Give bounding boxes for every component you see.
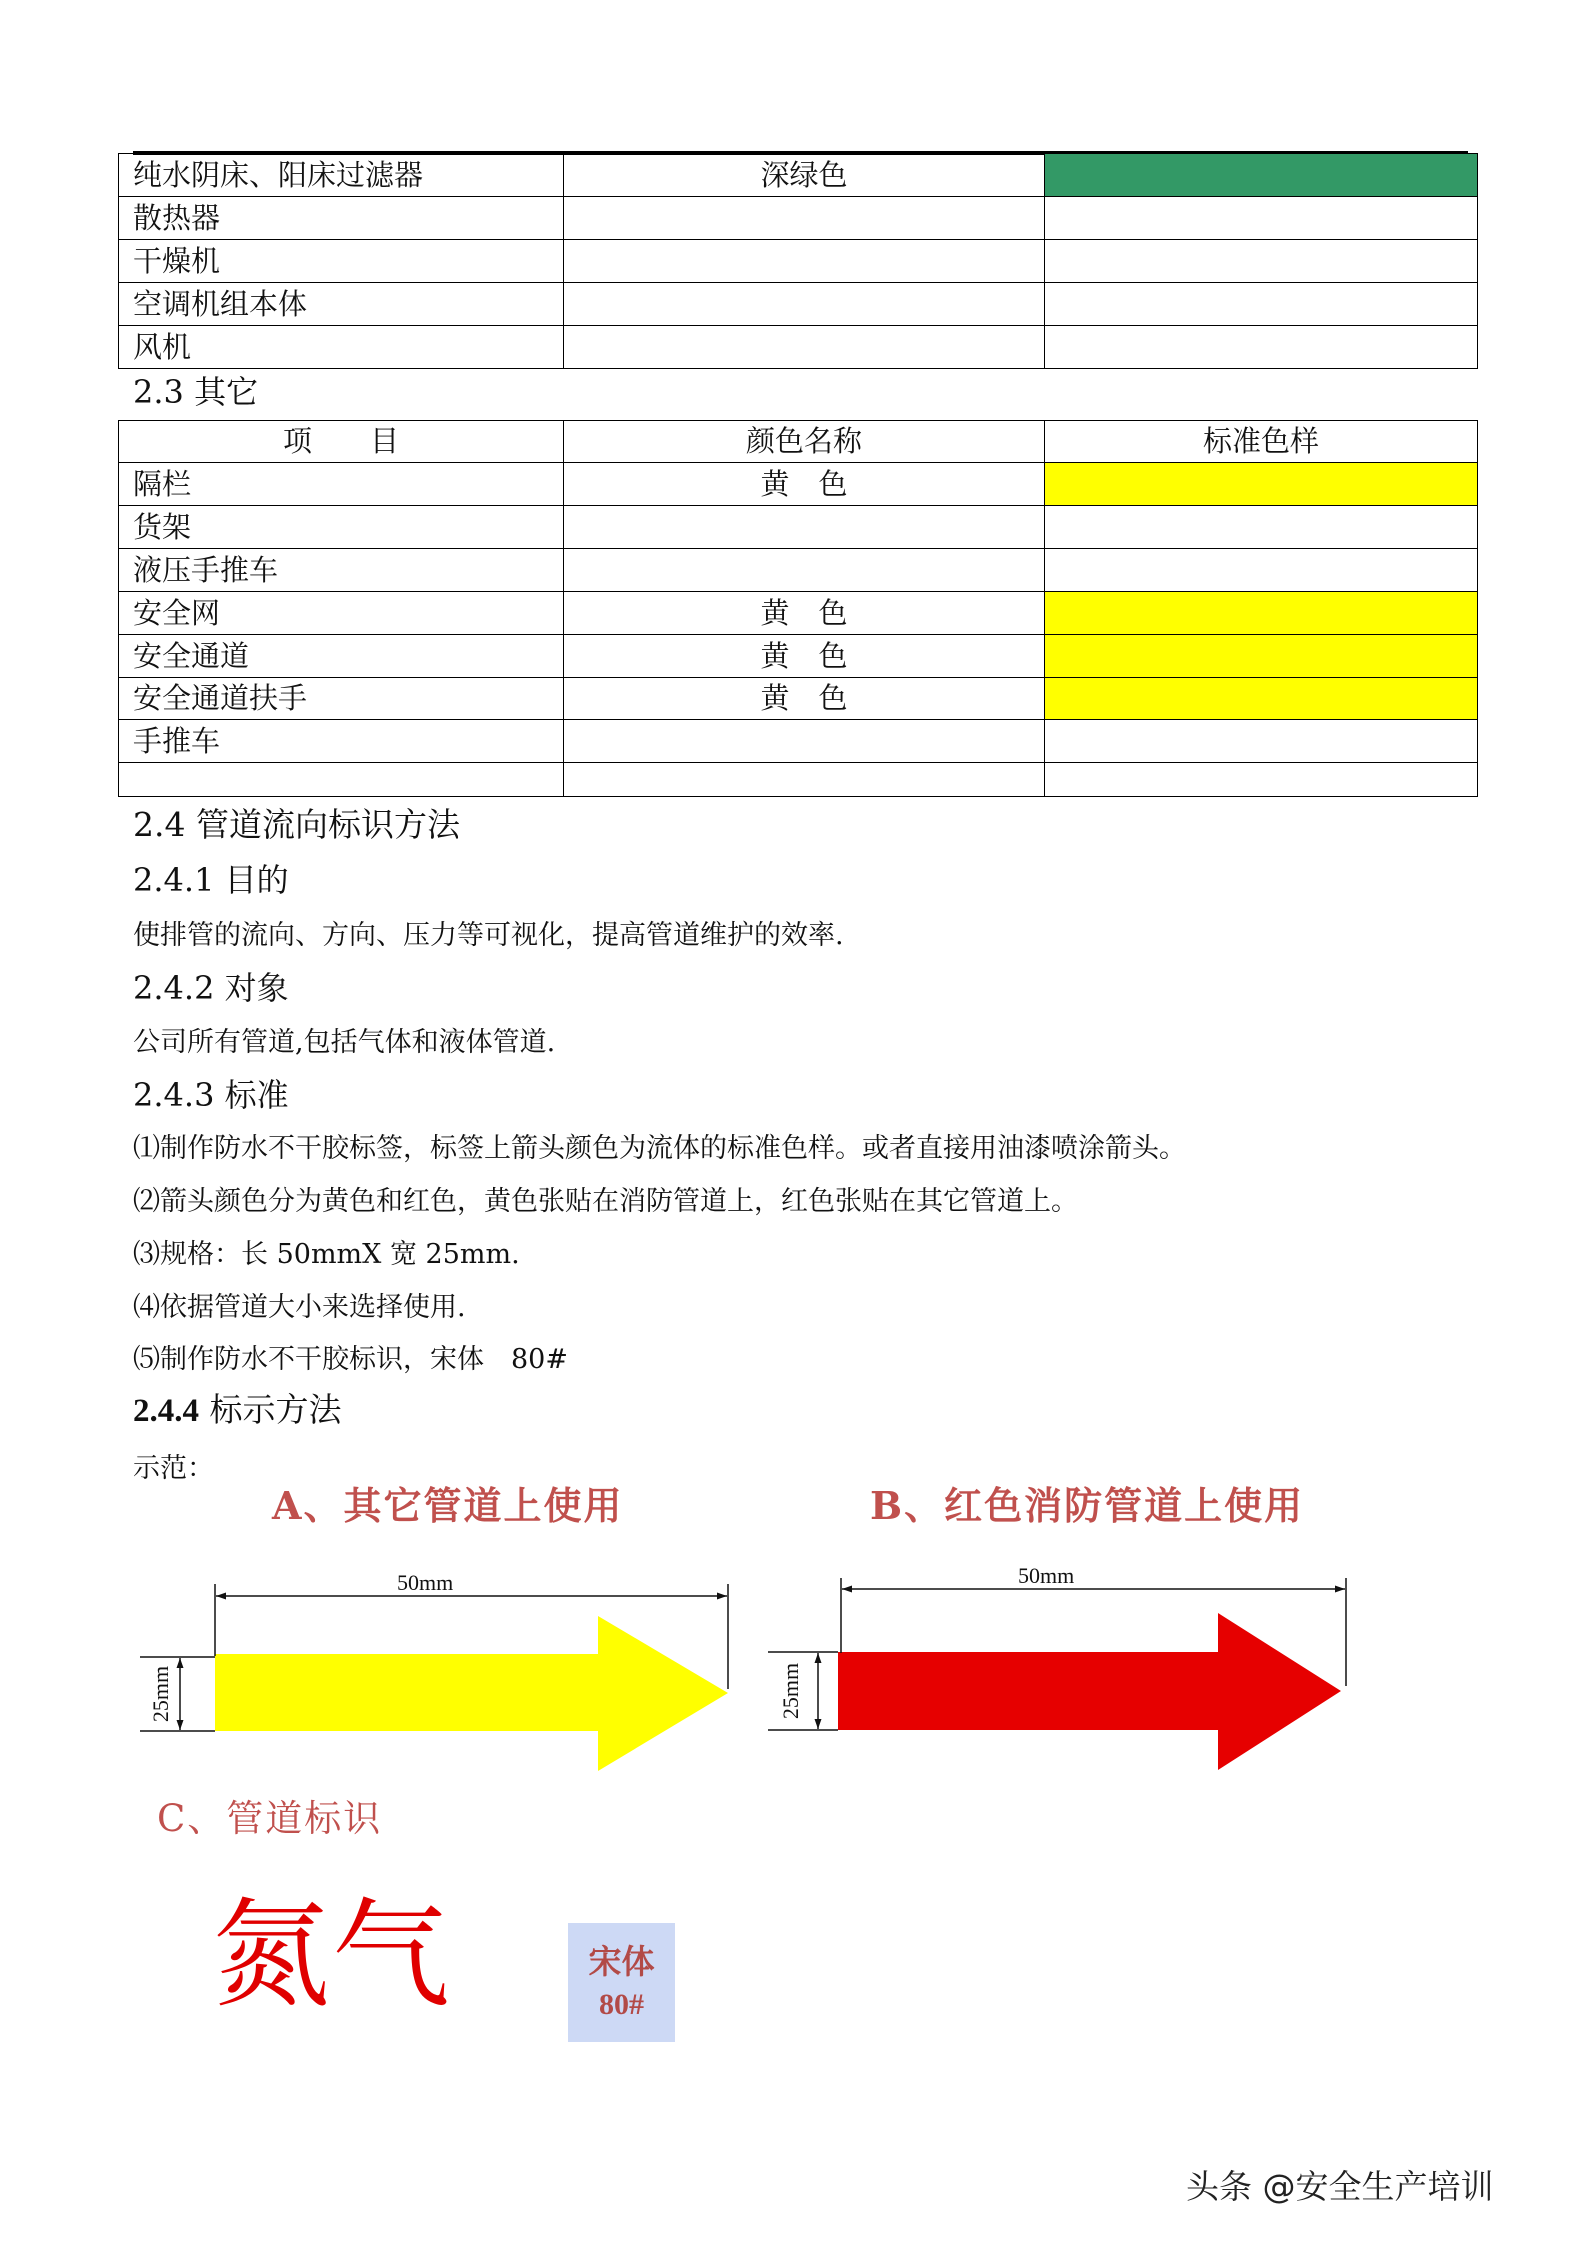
item-cell: 风机 bbox=[119, 326, 564, 369]
section-heading-2-4-3: 2.4.3 标准 bbox=[133, 1076, 289, 1114]
example-b-length-label: 50mm bbox=[1018, 1563, 1075, 1588]
item-cell: 隔栏 bbox=[119, 463, 564, 506]
item-cell: 安全通道扶手 bbox=[119, 678, 564, 720]
example-a-length-label: 50mm bbox=[397, 1570, 454, 1595]
font-spec-box bbox=[568, 1923, 675, 2042]
example-a-title: A、其它管道上使用 bbox=[272, 1483, 624, 1528]
font-spec-size: 80# bbox=[599, 1988, 644, 2021]
pipe-label-sample: 氮气 bbox=[212, 1886, 453, 2024]
item-cell: 空调机组本体 bbox=[119, 283, 564, 326]
scope-text: 公司所有管道,包括气体和液体管道. bbox=[133, 1027, 556, 1058]
item-cell: 安全网 bbox=[119, 592, 564, 635]
standard-item-2: ⑵箭头颜色分为黄色和红色，黄色张贴在消防管道上，红色张贴在其它管道上。 bbox=[133, 1186, 1078, 1217]
color-name-cell: 黄 色 bbox=[564, 678, 1045, 720]
item-cell: 纯水阴床、阳床过滤器 bbox=[119, 154, 564, 197]
heading-number: 2.4.4 bbox=[133, 1393, 199, 1429]
standard-item-3: ⑶规格：长 50mmX 宽 25mm. bbox=[133, 1239, 520, 1270]
item-cell: 货架 bbox=[119, 506, 564, 549]
example-c-title: C、管道标识 bbox=[157, 1797, 383, 1840]
color-name-cell: 黄 色 bbox=[564, 592, 1045, 635]
example-b-width-label: 25mm bbox=[778, 1662, 804, 1720]
red-flow-arrow-icon bbox=[768, 1578, 1346, 1770]
font-spec-name: 宋体 bbox=[588, 1942, 655, 1981]
yellow-flow-arrow-icon bbox=[140, 1584, 728, 1771]
example-b-title: B、红色消防管道上使用 bbox=[870, 1483, 1305, 1528]
header-item: 项 目 bbox=[119, 421, 564, 463]
section-heading-2-4: 2.4 管道流向标识方法 bbox=[133, 805, 460, 844]
color-name-cell: 深绿色 bbox=[564, 154, 1045, 197]
item-cell: 安全通道 bbox=[119, 635, 564, 678]
watermark: 头条 @安全生产培训 bbox=[1186, 2167, 1494, 2206]
purpose-text: 使排管的流向、方向、压力等可视化，提高管道维护的效率. bbox=[133, 920, 844, 951]
header-color-name: 颜色名称 bbox=[564, 421, 1045, 463]
header-swatch: 标准色样 bbox=[1045, 421, 1478, 463]
color-name-cell: 黄 色 bbox=[564, 463, 1045, 506]
section-heading-2-4-1: 2.4.1 目的 bbox=[133, 861, 289, 899]
item-cell: 散热器 bbox=[119, 197, 564, 240]
section-heading-2-4-2: 2.4.2 对象 bbox=[133, 969, 289, 1007]
standard-item-1: ⑴制作防水不干胶标签，标签上箭头颜色为流体的标准色样。或者直接用油漆喷涂箭头。 bbox=[133, 1133, 1186, 1164]
section-heading-2-3: 2.3 其它 bbox=[133, 373, 259, 411]
item-cell: 手推车 bbox=[119, 720, 564, 763]
example-a-width-label: 25mm bbox=[148, 1665, 174, 1723]
color-name-cell: 黄 色 bbox=[564, 635, 1045, 678]
demo-label: 示范： bbox=[133, 1453, 214, 1484]
standard-item-4: ⑷依据管道大小来选择使用. bbox=[133, 1292, 466, 1323]
item-cell: 干燥机 bbox=[119, 240, 564, 283]
heading-text: 标示方法 bbox=[199, 1390, 342, 1429]
item-cell: 液压手推车 bbox=[119, 549, 564, 592]
standard-item-5: ⑸制作防水不干胶标识，宋体 80# bbox=[133, 1344, 568, 1375]
